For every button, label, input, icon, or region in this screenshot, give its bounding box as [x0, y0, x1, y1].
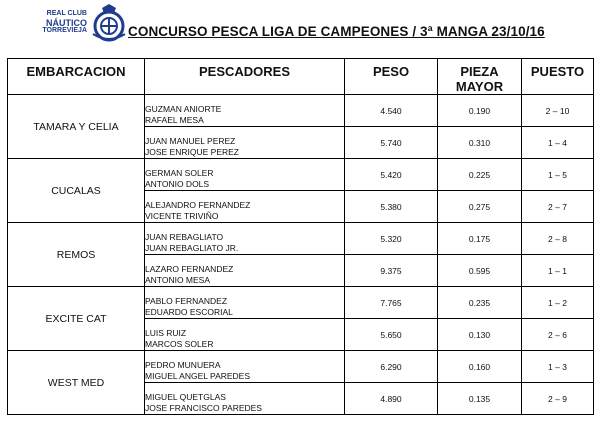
peso-cell: 4.540: [345, 95, 438, 127]
fishers-cell: [145, 127, 345, 159]
fisher-name: VICENTE TRIVIÑO: [145, 211, 219, 221]
fishers-cell: [145, 159, 345, 191]
peso-cell: 4.890: [345, 383, 438, 415]
col-header-pieza-mayor: [438, 59, 522, 95]
boat-name-cell: WEST MED: [8, 351, 145, 415]
page-title: CONCURSO PESCA LIGA DE CAMPEONES / 3ª MANGA 23/10/16: [128, 24, 545, 39]
fisher-name: ANTONIO DOLS: [145, 179, 210, 189]
peso-cell: 5.740: [345, 127, 438, 159]
peso-cell: 9.375: [345, 255, 438, 287]
logo-line-1: REAL CLUB: [46, 10, 87, 17]
fisher-name: LUIS RUIZ: [145, 328, 187, 338]
fisher-name: MIGUEL QUETGLAS: [145, 392, 226, 402]
fisher-name: PEDRO MUNUERA: [145, 360, 221, 370]
fisher-name: JOSE ENRIQUE PEREZ: [145, 147, 239, 157]
col-header-pescadores: PESCADORES: [145, 59, 345, 95]
peso-cell: 5.320: [345, 223, 438, 255]
logo-line-3: TORREVIEJA: [42, 27, 87, 34]
fisher-name: LAZARO FERNANDEZ: [145, 264, 234, 274]
col-header-puesto: PUESTO: [522, 59, 594, 95]
pieza-mayor-cell: 0.160: [438, 351, 522, 383]
results-table: [7, 58, 594, 415]
fisher-name: PABLO FERNANDEZ: [145, 296, 228, 306]
puesto-cell: 1 – 4: [522, 127, 594, 159]
peso-cell: 6.290: [345, 351, 438, 383]
fisher-name: JUAN REBAGLIATO: [145, 232, 224, 242]
fishers-cell: [145, 351, 345, 383]
fishers-cell: [145, 191, 345, 223]
pieza-mayor-cell: 0.275: [438, 191, 522, 223]
pieza-mayor-cell: 0.135: [438, 383, 522, 415]
fishers-cell: [145, 383, 345, 415]
fisher-name: ALEJANDRO FERNANDEZ: [145, 200, 251, 210]
puesto-cell: 2 – 7: [522, 191, 594, 223]
fishers-cell: [145, 287, 345, 319]
results-body: [8, 95, 594, 415]
pieza-mayor-cell: 0.595: [438, 255, 522, 287]
fisher-name: RAFAEL MESA: [145, 115, 204, 125]
peso-cell: 5.420: [345, 159, 438, 191]
fisher-name: GERMAN SOLER: [145, 168, 214, 178]
fisher-name: EDUARDO ESCORIAL: [145, 307, 233, 317]
club-logo: [31, 4, 131, 48]
col-header-embarcacion: EMBARCACION: [8, 59, 145, 95]
pieza-mayor-cell: 0.130: [438, 319, 522, 351]
pieza-mayor-cell: 0.175: [438, 223, 522, 255]
pieza-mayor-cell: 0.190: [438, 95, 522, 127]
logo-text: [31, 10, 87, 36]
table-row: [8, 351, 594, 383]
puesto-cell: 1 – 5: [522, 159, 594, 191]
fisher-name: MIGUEL ANGEL PAREDES: [145, 371, 251, 381]
puesto-cell: 2 – 10: [522, 95, 594, 127]
boat-name-cell: EXCITE CAT: [8, 287, 145, 351]
puesto-cell: 2 – 8: [522, 223, 594, 255]
fisher-name: JUAN REBAGLIATO JR.: [145, 243, 239, 253]
col-header-peso: PESO: [345, 59, 438, 95]
fishers-cell: [145, 223, 345, 255]
boat-name-cell: CUCALAS: [8, 159, 145, 223]
puesto-cell: 1 – 3: [522, 351, 594, 383]
pieza-mayor-cell: 0.235: [438, 287, 522, 319]
table-header-row: [8, 59, 594, 95]
fisher-name: MARCOS SOLER: [145, 339, 214, 349]
table-row: [8, 287, 594, 319]
club-emblem-icon: [89, 4, 129, 44]
puesto-cell: 1 – 1: [522, 255, 594, 287]
table-row: [8, 159, 594, 191]
pieza-mayor-cell: 0.310: [438, 127, 522, 159]
peso-cell: 5.380: [345, 191, 438, 223]
table-row: [8, 95, 594, 127]
logo-line-2: NÁUTICO: [46, 17, 87, 28]
page-header: [0, 0, 600, 58]
table-row: [8, 223, 594, 255]
peso-cell: 7.765: [345, 287, 438, 319]
puesto-cell: 2 – 9: [522, 383, 594, 415]
fisher-name: ANTONIO MESA: [145, 275, 211, 285]
puesto-cell: 1 – 2: [522, 287, 594, 319]
fisher-name: JOSE FRANCISCO PAREDES: [145, 403, 262, 413]
fisher-name: GUZMAN ANIORTE: [145, 104, 222, 114]
puesto-cell: 2 – 6: [522, 319, 594, 351]
fishers-cell: [145, 255, 345, 287]
col-header-pieza-mayor-label: PIEZA MAYOR: [455, 64, 504, 94]
boat-name-cell: REMOS: [8, 223, 145, 287]
fisher-name: JUAN MANUEL PEREZ: [145, 136, 236, 146]
pieza-mayor-cell: 0.225: [438, 159, 522, 191]
peso-cell: 5.650: [345, 319, 438, 351]
boat-name-cell: TAMARA Y CELIA: [8, 95, 145, 159]
fishers-cell: [145, 319, 345, 351]
fishers-cell: [145, 95, 345, 127]
